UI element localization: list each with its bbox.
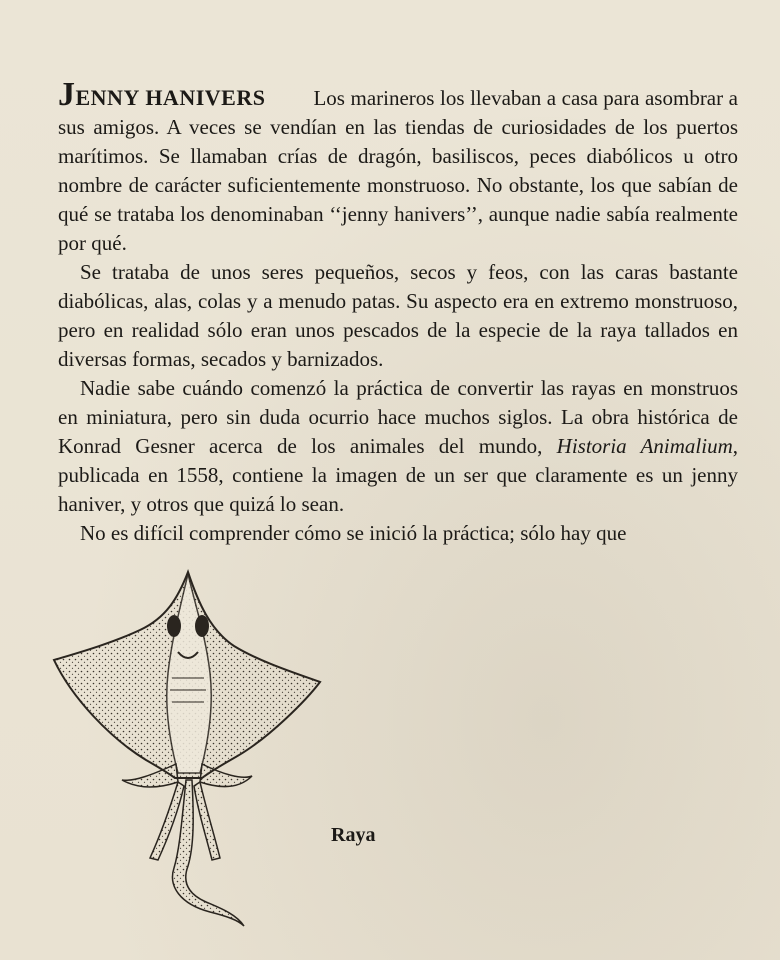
heading-initial: J — [58, 76, 76, 113]
ray-illustration-icon — [50, 568, 325, 928]
paragraph-1 — [58, 76, 738, 258]
paragraph-1-text: Los marineros los llevaban a casa para asombrar a sus amigos. A veces se vendían en las tiendas de curiosidades de los puertos marítimos. Se llamaban crías de dragón, basiliscos, peces diabólicos u otro nombre de carácter suficientemente monstruoso. No obstante, los que sabían de qué se trataba los denominaban ‘‘jenny hanivers’’, aunque nadie sabía realmente por qué. — [58, 86, 738, 255]
article-heading — [58, 76, 266, 113]
paragraph-2: Se trataba de unos seres pequeños, secos y feos, con las caras bastante diabólicas, alas, colas y a menudo patas. Su aspecto era en extremo monstruoso, pero en realidad sólo eran unos pescados de la especie de la raya tallados en diversas formas, secados y barnizados. — [58, 260, 738, 371]
figure-caption: Raya — [331, 824, 376, 846]
show-through-text — [60, 0, 760, 70]
heading-rest: ENNY HANIVERS — [75, 85, 266, 110]
paragraph-3 — [58, 374, 738, 519]
book-title: Historia Animalium — [556, 434, 733, 458]
paragraph-3-text-b: , publicada en 1558, contiene la imagen de un ser que claramente es un jenny haniver, y otros que quizá lo sean. — [58, 434, 739, 516]
paragraph-3-text-a: Nadie sabe cuándo comenzó la práctica de convertir las rayas en monstruos en miniatura, pero sin duda ocurrio hace muchos siglos. La obra histórica de Konrad Gesner acerca de los animales del mundo, — [58, 376, 738, 458]
paragraph-4: No es difícil comprender cómo se inició la práctica; sólo hay que — [80, 521, 627, 545]
article — [58, 76, 739, 548]
